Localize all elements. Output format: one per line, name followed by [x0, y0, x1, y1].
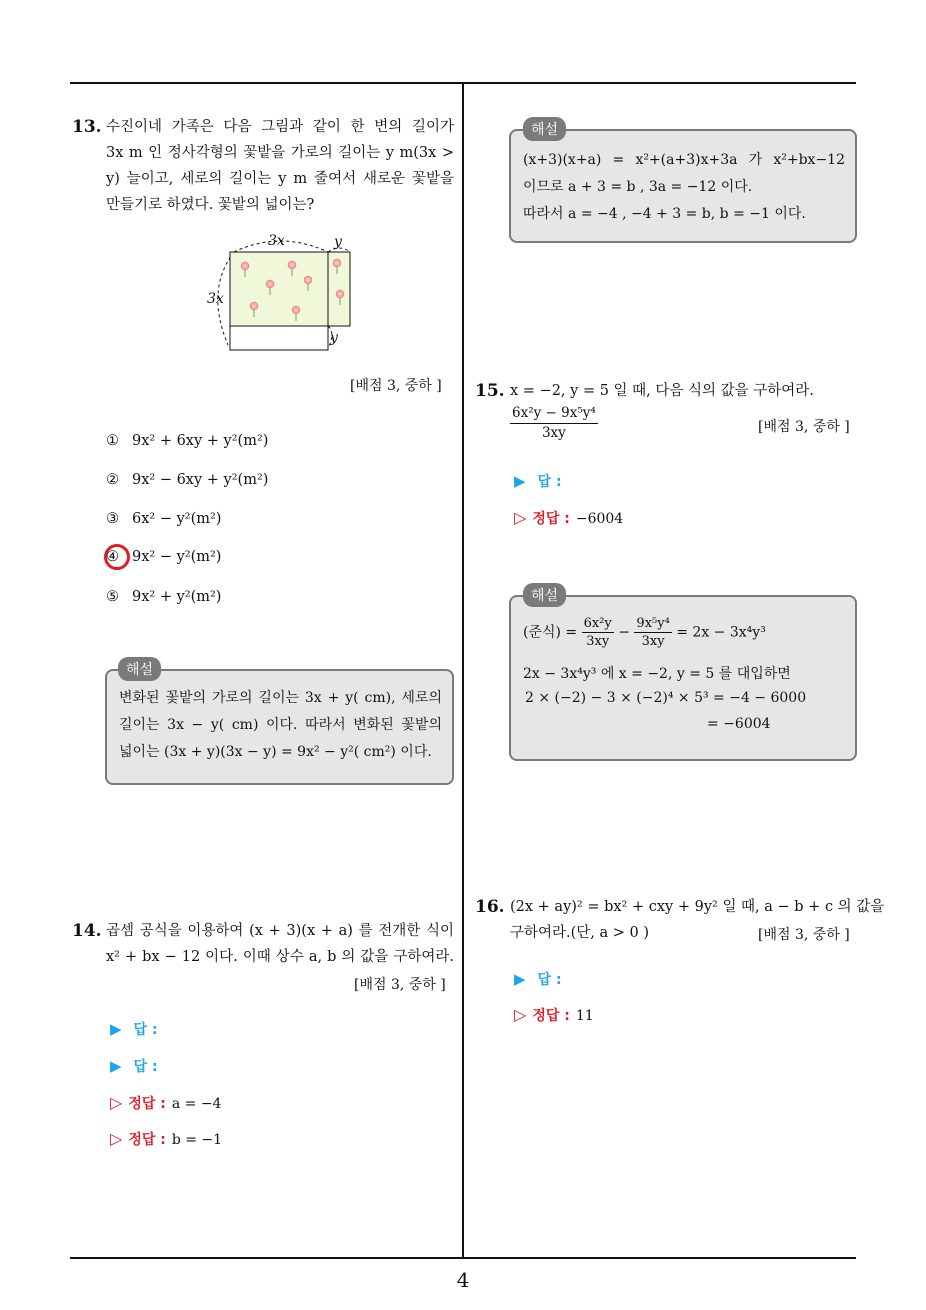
choice-text: 9x² + 6xy + y²(m²): [132, 433, 269, 449]
q13-choice-5[interactable]: [106, 589, 221, 605]
q16-correct: [514, 1005, 594, 1025]
choice-number: ②: [106, 472, 119, 488]
q16-number: 16.: [475, 897, 505, 917]
correct-label: 정답 :: [128, 1096, 166, 1112]
q15-explanation-tag: 해설: [523, 583, 566, 607]
fraction-denominator: 3xy: [641, 634, 665, 649]
q13-text: [106, 114, 454, 218]
choice-number: ⑤: [106, 589, 119, 605]
play-icon: ▶: [110, 1020, 122, 1038]
choice-number: ④: [106, 549, 119, 565]
triangle-outline-icon: ▷: [110, 1093, 123, 1112]
q14-line-2: x² + bx − 12 이다. 이때 상수 a, b 의 값을 구하여라.: [106, 949, 454, 965]
figure-label-bottom-right: y: [330, 330, 338, 346]
correct-value: b = −1: [171, 1132, 223, 1148]
q13-explanation-tag: 해설: [118, 657, 161, 681]
fraction-numerator: 9x⁵y⁴: [636, 616, 670, 631]
q13-exp-line-1: 변화된 꽃밭의 가로의 길이는 3x + y( cm), 세로의: [119, 690, 442, 706]
exp-result: = 2x − 3x⁴y³: [676, 624, 766, 641]
triangle-outline-icon: ▷: [110, 1129, 123, 1148]
bottom-rule: [70, 1257, 856, 1259]
q15-explanation-box: [509, 595, 857, 761]
choice-text: 9x² − y²(m²): [132, 549, 222, 565]
choice-number: ①: [106, 433, 119, 449]
answer-mark-circle: [104, 544, 130, 570]
answer-label: 답 :: [537, 474, 562, 490]
q15-meta: [배점 3, 중하 ]: [758, 419, 850, 435]
answer-label: 답 :: [537, 972, 562, 988]
play-icon: ▶: [110, 1057, 122, 1075]
q14-text: [106, 918, 454, 970]
q15-correct: [514, 508, 623, 528]
q14-correct-2: [110, 1129, 222, 1149]
correct-value: a = −4: [171, 1096, 222, 1112]
q13-exp-line-2: 길이는 3x − y( cm) 이다. 따라서 변화된 꽃밭의: [119, 717, 442, 733]
q13-line-1: 수진이네 가족은 다음 그림과 같이 한 변의 길이가: [106, 119, 454, 135]
q15-number: 15.: [475, 381, 505, 401]
q14-correct-1: [110, 1093, 221, 1113]
column-divider: [462, 82, 464, 1258]
q14-line-1: 곱셈 공식을 이용하여 (x + 3)(x + a) 를 전개한 식이: [106, 923, 454, 939]
q14-answer-2[interactable]: [110, 1056, 158, 1076]
exp-minus: −: [618, 624, 630, 641]
q15-exp-line-2: 2x − 3x⁴y³ 에 x = −2, y = 5 를 대입하면: [523, 666, 791, 682]
q13-explanation-box: [105, 669, 454, 785]
q15-answer[interactable]: [514, 471, 562, 491]
q14-explanation-tag: 해설: [523, 117, 566, 141]
answer-label: 답 :: [133, 1059, 158, 1075]
q13-number: 13.: [72, 117, 102, 137]
correct-label: 정답 :: [532, 1008, 570, 1024]
exp-fraction-1: [582, 615, 614, 650]
q14-exp-line-1: (x+3)(x+a) = x²+(a+3)x+3a 가 x²+bx−12: [523, 152, 845, 168]
q15-expr-numerator: 6x²y − 9x⁵y⁴: [510, 404, 598, 424]
q16-answer[interactable]: [514, 969, 562, 989]
correct-label: 정답 :: [128, 1132, 166, 1148]
q15-line: x = −2, y = 5 일 때, 다음 식의 값을 구하여라.: [510, 383, 814, 399]
figure-label-top-right: y: [334, 234, 342, 250]
q14-answer-1[interactable]: [110, 1019, 158, 1039]
q13-line-3: y) 늘이고, 세로의 길이는 y m 줄여서 새로운 꽃밭을: [106, 171, 454, 187]
q13-choice-1[interactable]: [106, 433, 268, 449]
fraction-numerator: 6x²y: [583, 616, 612, 631]
q16-line-1: (2x + ay)² = bx² + cxy + 9y² 일 때, a − b + c 의 값을: [510, 899, 885, 915]
q13-choice-3[interactable]: [106, 511, 221, 527]
q14-explanation-box: [509, 129, 857, 243]
triangle-outline-icon: ▷: [514, 508, 527, 527]
q14-exp-line-3: 따라서 a = −4 , −4 + 3 = b, b = −1 이다.: [523, 206, 806, 222]
choice-number: ③: [106, 511, 119, 527]
q16-line-2: 구하여라.(단, a > 0 ): [510, 925, 650, 941]
q13-line-4: 만들기로 하였다. 꽃밭의 넓이는?: [106, 197, 315, 213]
q14-exp-line-2: 이므로 a + 3 = b , 3a = −12 이다.: [523, 179, 753, 195]
q15-exp-line-1: [523, 615, 766, 650]
play-icon: ▶: [514, 472, 526, 490]
q13-choice-2[interactable]: [106, 472, 268, 488]
correct-value: −6004: [575, 511, 624, 527]
correct-label: 정답 :: [532, 511, 570, 527]
exp-fraction-2: [634, 615, 671, 650]
q13-meta: [배점 3, 중하 ]: [350, 378, 442, 394]
choice-text: 9x² + y²(m²): [132, 589, 222, 605]
q15-exp-line-4: = −6004: [707, 716, 771, 732]
play-icon: ▶: [514, 970, 526, 988]
q15-expression: [510, 404, 598, 443]
q16-meta: [배점 3, 중하 ]: [758, 927, 850, 943]
answer-label: 답 :: [133, 1022, 158, 1038]
exp-prefix: (준식) =: [523, 624, 578, 641]
q14-number: 14.: [72, 921, 102, 941]
page-number: 4: [456, 1268, 470, 1292]
choice-text: 6x² − y²(m²): [132, 511, 222, 527]
triangle-outline-icon: ▷: [514, 1005, 527, 1024]
q13-exp-line-3: 넓이는 (3x + y)(3x − y) = 9x² − y²( cm²) 이다.: [119, 744, 432, 760]
fraction-denominator: 3xy: [586, 634, 610, 649]
correct-value: 11: [575, 1008, 594, 1024]
q15-expr-denominator: 3xy: [541, 425, 566, 441]
q15-exp-line-3: 2 × (−2) − 3 × (−2)⁴ × 5³ = −4 − 6000: [525, 690, 807, 706]
figure-label-left: 3x: [207, 291, 224, 307]
choice-text: 9x² − 6xy + y²(m²): [132, 472, 269, 488]
figure-label-top: 3x: [268, 233, 285, 249]
q13-line-2: 3x m 인 정사각형의 꽃밭을 가로의 길이는 y m(3x >: [106, 145, 454, 161]
q14-meta: [배점 3, 중하 ]: [354, 977, 446, 993]
